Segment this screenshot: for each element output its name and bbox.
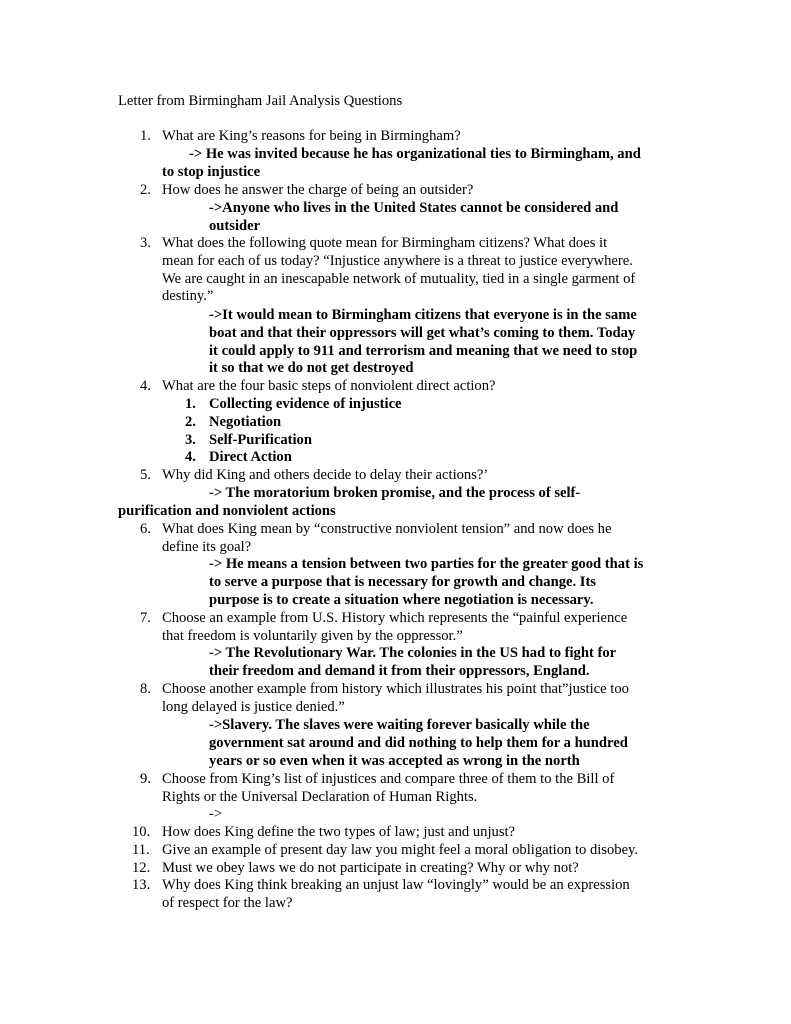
answer-line: outsider: [209, 217, 261, 234]
answer-6: [209, 556, 643, 609]
step-text: Direct Action: [209, 449, 292, 466]
question-text: [162, 521, 700, 557]
answer-line: ->: [209, 806, 223, 822]
answer-line: -> He means a tension between two parties for the greater good that is: [209, 556, 644, 572]
question-text: What are King’s reasons for being in Birmingham?: [162, 128, 461, 144]
question-3: [140, 235, 700, 306]
step-text: Collecting evidence of injustice: [209, 396, 402, 412]
answer-8: [209, 717, 628, 770]
question-5: [140, 467, 700, 485]
step-number: 4.: [185, 449, 196, 466]
question-line: We are caught in an inescapable network of mutuality, tied in a single garment of: [162, 270, 636, 287]
answer-line: ->It would mean to Birmingham citizens that everyone is in the same: [209, 307, 637, 323]
question-text: [162, 235, 700, 306]
question-line: mean for each of us today? “Injustice anywhere is a threat to justice everywhere.: [162, 252, 633, 269]
step-number: 3.: [185, 431, 196, 448]
question-text: How does King define the two types of law; just and unjust?: [162, 824, 516, 840]
question-number: 6.: [140, 521, 151, 537]
answer-line: boat and that their oppressors will get what’s coming to them. Today: [209, 324, 636, 341]
question-text: [162, 610, 700, 646]
question-12: [132, 860, 700, 878]
question-8: [140, 681, 700, 717]
question-text: [162, 771, 700, 807]
question-number: 3.: [140, 235, 151, 251]
question-line: Choose from King’s list of injustices and compare three of them to the Bill of: [162, 771, 615, 787]
answer-9: [209, 806, 222, 824]
answer-line: -> The moratorium broken promise, and the process of self-: [209, 485, 581, 501]
step-text: Self-Purification: [209, 431, 312, 448]
answer-1: [162, 146, 641, 182]
question-number: 1.: [140, 128, 151, 144]
question-line: Choose an example from U.S. History which represents the “painful experience: [162, 610, 628, 626]
answer-line: -> The Revolutionary War. The colonies in the US had to fight for: [209, 645, 617, 661]
question-line: Why does King think breaking an unjust law “lovingly” would be an expression: [162, 877, 630, 893]
answer-line: to serve a purpose that is necessary for growth and change. Its: [209, 573, 596, 590]
answer-line: ->Anyone who lives in the United States cannot be considered and: [209, 200, 619, 216]
question-number: 7.: [140, 610, 151, 626]
question-number: 8.: [140, 681, 151, 697]
question-line: long delayed is justice denied.”: [162, 698, 345, 715]
document-title: Letter from Birmingham Jail Analysis Questions: [118, 93, 403, 109]
answer-line: government sat around and did nothing to help them for a hundred: [209, 734, 628, 751]
question-line: What does the following quote mean for Birmingham citizens? What does it: [162, 235, 608, 251]
answer-line: purification and nonviolent actions: [118, 502, 336, 519]
question-text: Must we obey laws we do not participate in creating? Why or why not?: [162, 860, 579, 876]
answer-line: purpose is to create a situation where negotiation is necessary.: [209, 591, 594, 608]
question-line: of respect for the law?: [162, 894, 293, 911]
answer-7: [209, 645, 616, 681]
question-number: 4.: [140, 378, 151, 394]
question-text: How does he answer the charge of being an outsider?: [162, 182, 474, 198]
question-text: What are the four basic steps of nonviolent direct action?: [162, 378, 496, 394]
step-text: Negotiation: [209, 413, 282, 430]
question-6: [140, 521, 700, 557]
question-4: [140, 378, 700, 396]
answer-line: their freedom and demand it from their oppressors, England.: [209, 662, 590, 679]
question-number: 11.: [132, 842, 150, 858]
step-number: 2.: [185, 413, 196, 430]
question-text: [162, 877, 700, 913]
question-number: 2.: [140, 182, 151, 198]
question-line: What does King mean by “constructive nonviolent tension” and now does he: [162, 521, 612, 537]
answer-5: [118, 485, 581, 521]
answer-line: it so that we do not get destroyed: [209, 360, 414, 377]
answer-3: [209, 307, 637, 378]
step-number: 1.: [185, 396, 196, 412]
question-number: 10.: [132, 824, 151, 840]
question-text: Why did King and others decide to delay their actions?’: [162, 467, 489, 483]
question-9: [140, 771, 700, 807]
question-7: [140, 610, 700, 646]
question-1: [140, 128, 700, 146]
question-line: destiny.”: [162, 288, 214, 305]
question-10: [132, 824, 700, 842]
answer-2: [209, 200, 618, 236]
question-number: 12.: [132, 860, 151, 876]
question-number: 5.: [140, 467, 151, 483]
answer-line: years or so even when it was accepted as wrong in the north: [209, 752, 580, 769]
question-line: define its goal?: [162, 538, 252, 555]
question-line: Choose another example from history which illustrates his point that”justice too: [162, 681, 629, 697]
question-2: [140, 182, 700, 200]
answer-line: -> He was invited because he has organizational ties to Birmingham, and: [189, 146, 641, 162]
answer-line: ->Slavery. The slaves were waiting forever basically while the: [209, 717, 590, 733]
question-number: 9.: [140, 771, 151, 787]
answer-line: to stop injustice: [162, 163, 261, 180]
question-line: Rights or the Universal Declaration of Human Rights.: [162, 788, 478, 805]
question-text: [162, 681, 700, 717]
question-number: 13.: [132, 877, 151, 893]
answer-line: it could apply to 911 and terrorism and meaning that we need to stop: [209, 342, 638, 359]
question-11: [132, 842, 720, 860]
question-13: [132, 877, 700, 913]
question-line: that freedom is voluntarily given by the oppressor.”: [162, 627, 463, 644]
question-text: Give an example of present day law you might feel a moral obligation to disobey.: [162, 842, 639, 858]
